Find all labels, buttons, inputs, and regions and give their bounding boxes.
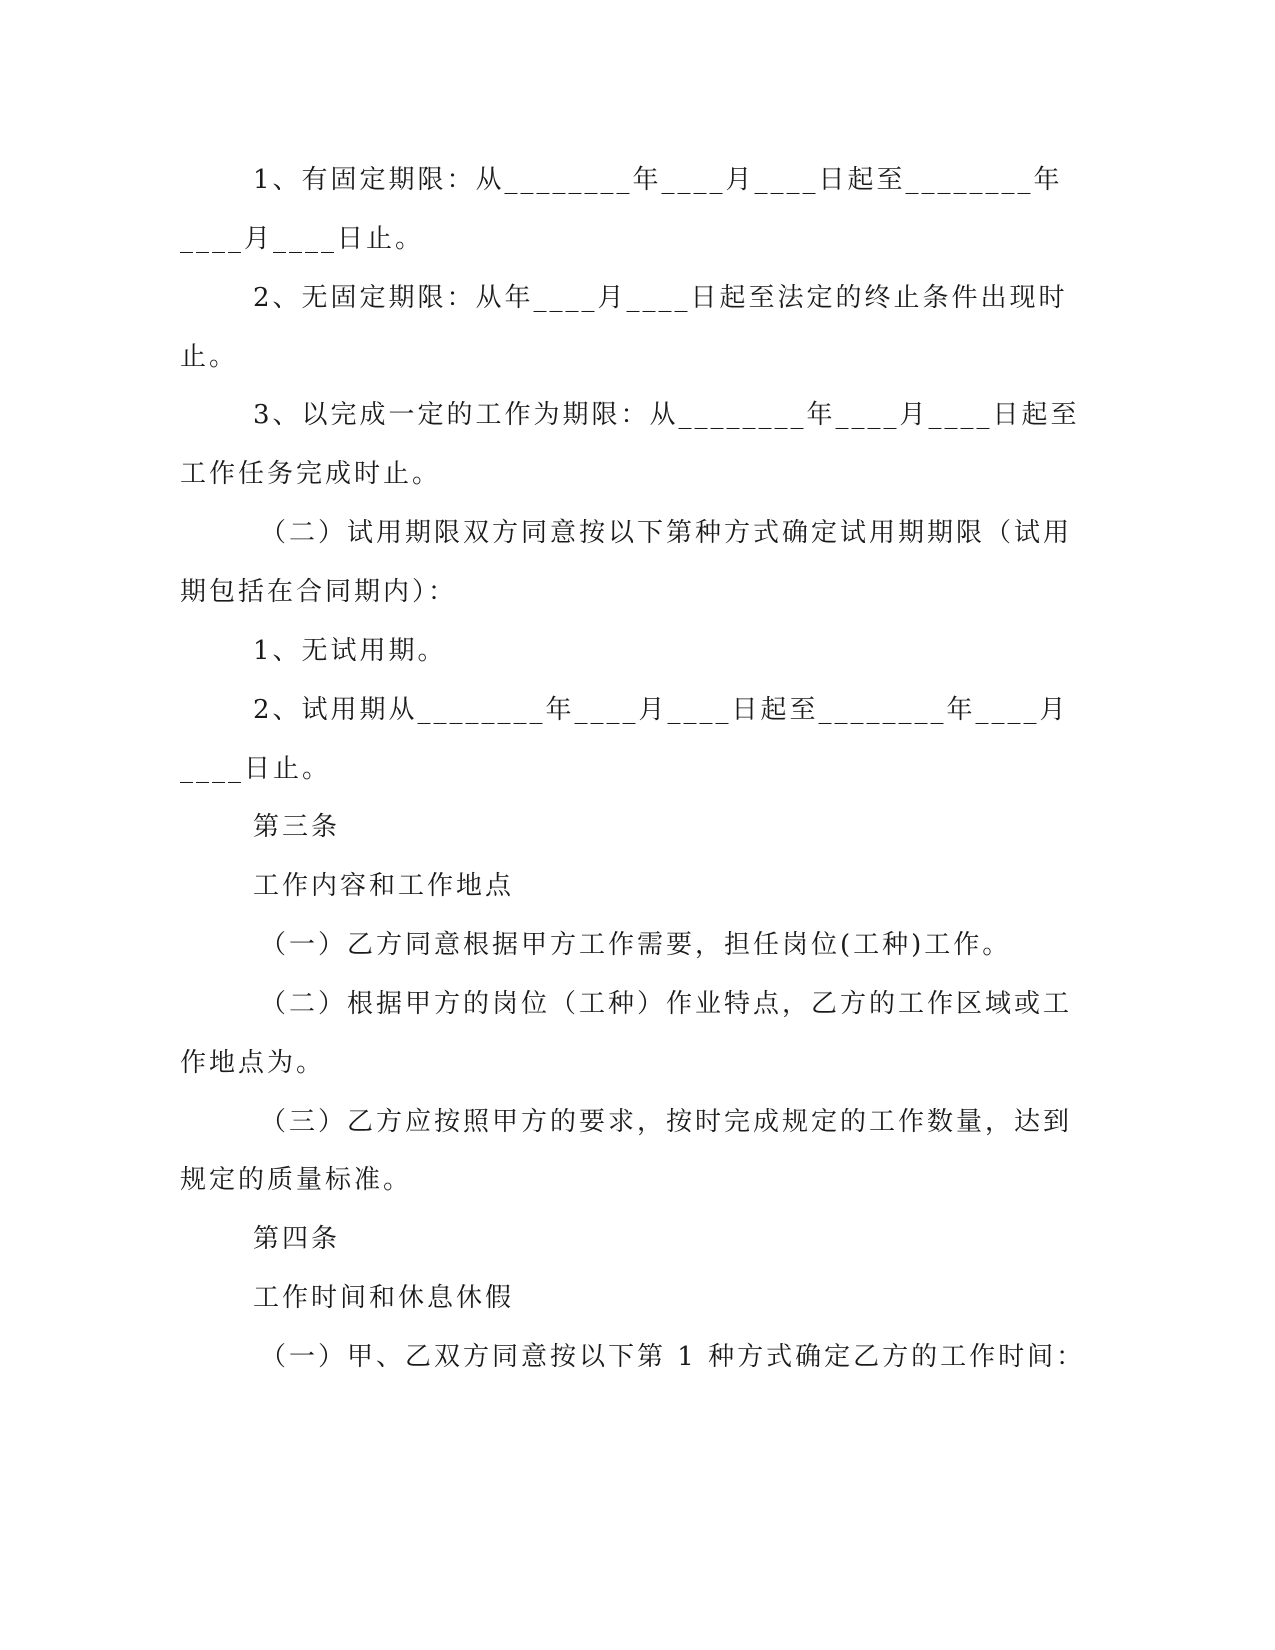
article-three-title: 第三条	[253, 812, 341, 842]
article-three-item-1: （一）乙方同意根据甲方工作需要，担任岗位(工种)工作。	[260, 930, 1012, 960]
article-four-title: 第四条	[253, 1224, 341, 1254]
probation-period-cont: ____日止。	[180, 754, 332, 784]
clause-open-term-cont: 止。	[180, 342, 239, 372]
clause-fixed-term: 1、有固定期限：从________年____月____日起至________年	[253, 165, 1063, 195]
article-three-heading: 工作内容和工作地点	[253, 871, 515, 901]
article-four-heading: 工作时间和休息休假	[253, 1283, 515, 1313]
article-three-item-2-cont: 作地点为。	[180, 1048, 326, 1078]
article-three-item-3: （三）乙方应按照甲方的要求，按时完成规定的工作数量，达到	[260, 1107, 1073, 1137]
probation-heading: （二）试用期限双方同意按以下第种方式确定试用期期限（试用	[260, 518, 1073, 548]
probation-none: 1、无试用期。	[253, 636, 447, 666]
article-three-item-3-cont: 规定的质量标准。	[180, 1165, 413, 1195]
clause-task-term-cont: 工作任务完成时止。	[180, 459, 442, 489]
clause-fixed-term-cont: ____月____日止。	[180, 224, 425, 254]
probation-period: 2、试用期从________年____月____日起至________年____月	[253, 695, 1069, 725]
clause-task-term: 3、以完成一定的工作为期限：从________年____月____日起至	[253, 400, 1080, 430]
clause-open-term: 2、无固定期限：从年____月____日起至法定的终止条件出现时	[253, 283, 1068, 313]
article-four-item-1: （一）甲、乙双方同意按以下第 1 种方式确定乙方的工作时间：	[260, 1342, 1086, 1372]
probation-heading-cont: 期包括在合同期内）：	[180, 577, 458, 607]
article-three-item-2: （二）根据甲方的岗位（工种）作业特点，乙方的工作区域或工	[260, 989, 1073, 1019]
